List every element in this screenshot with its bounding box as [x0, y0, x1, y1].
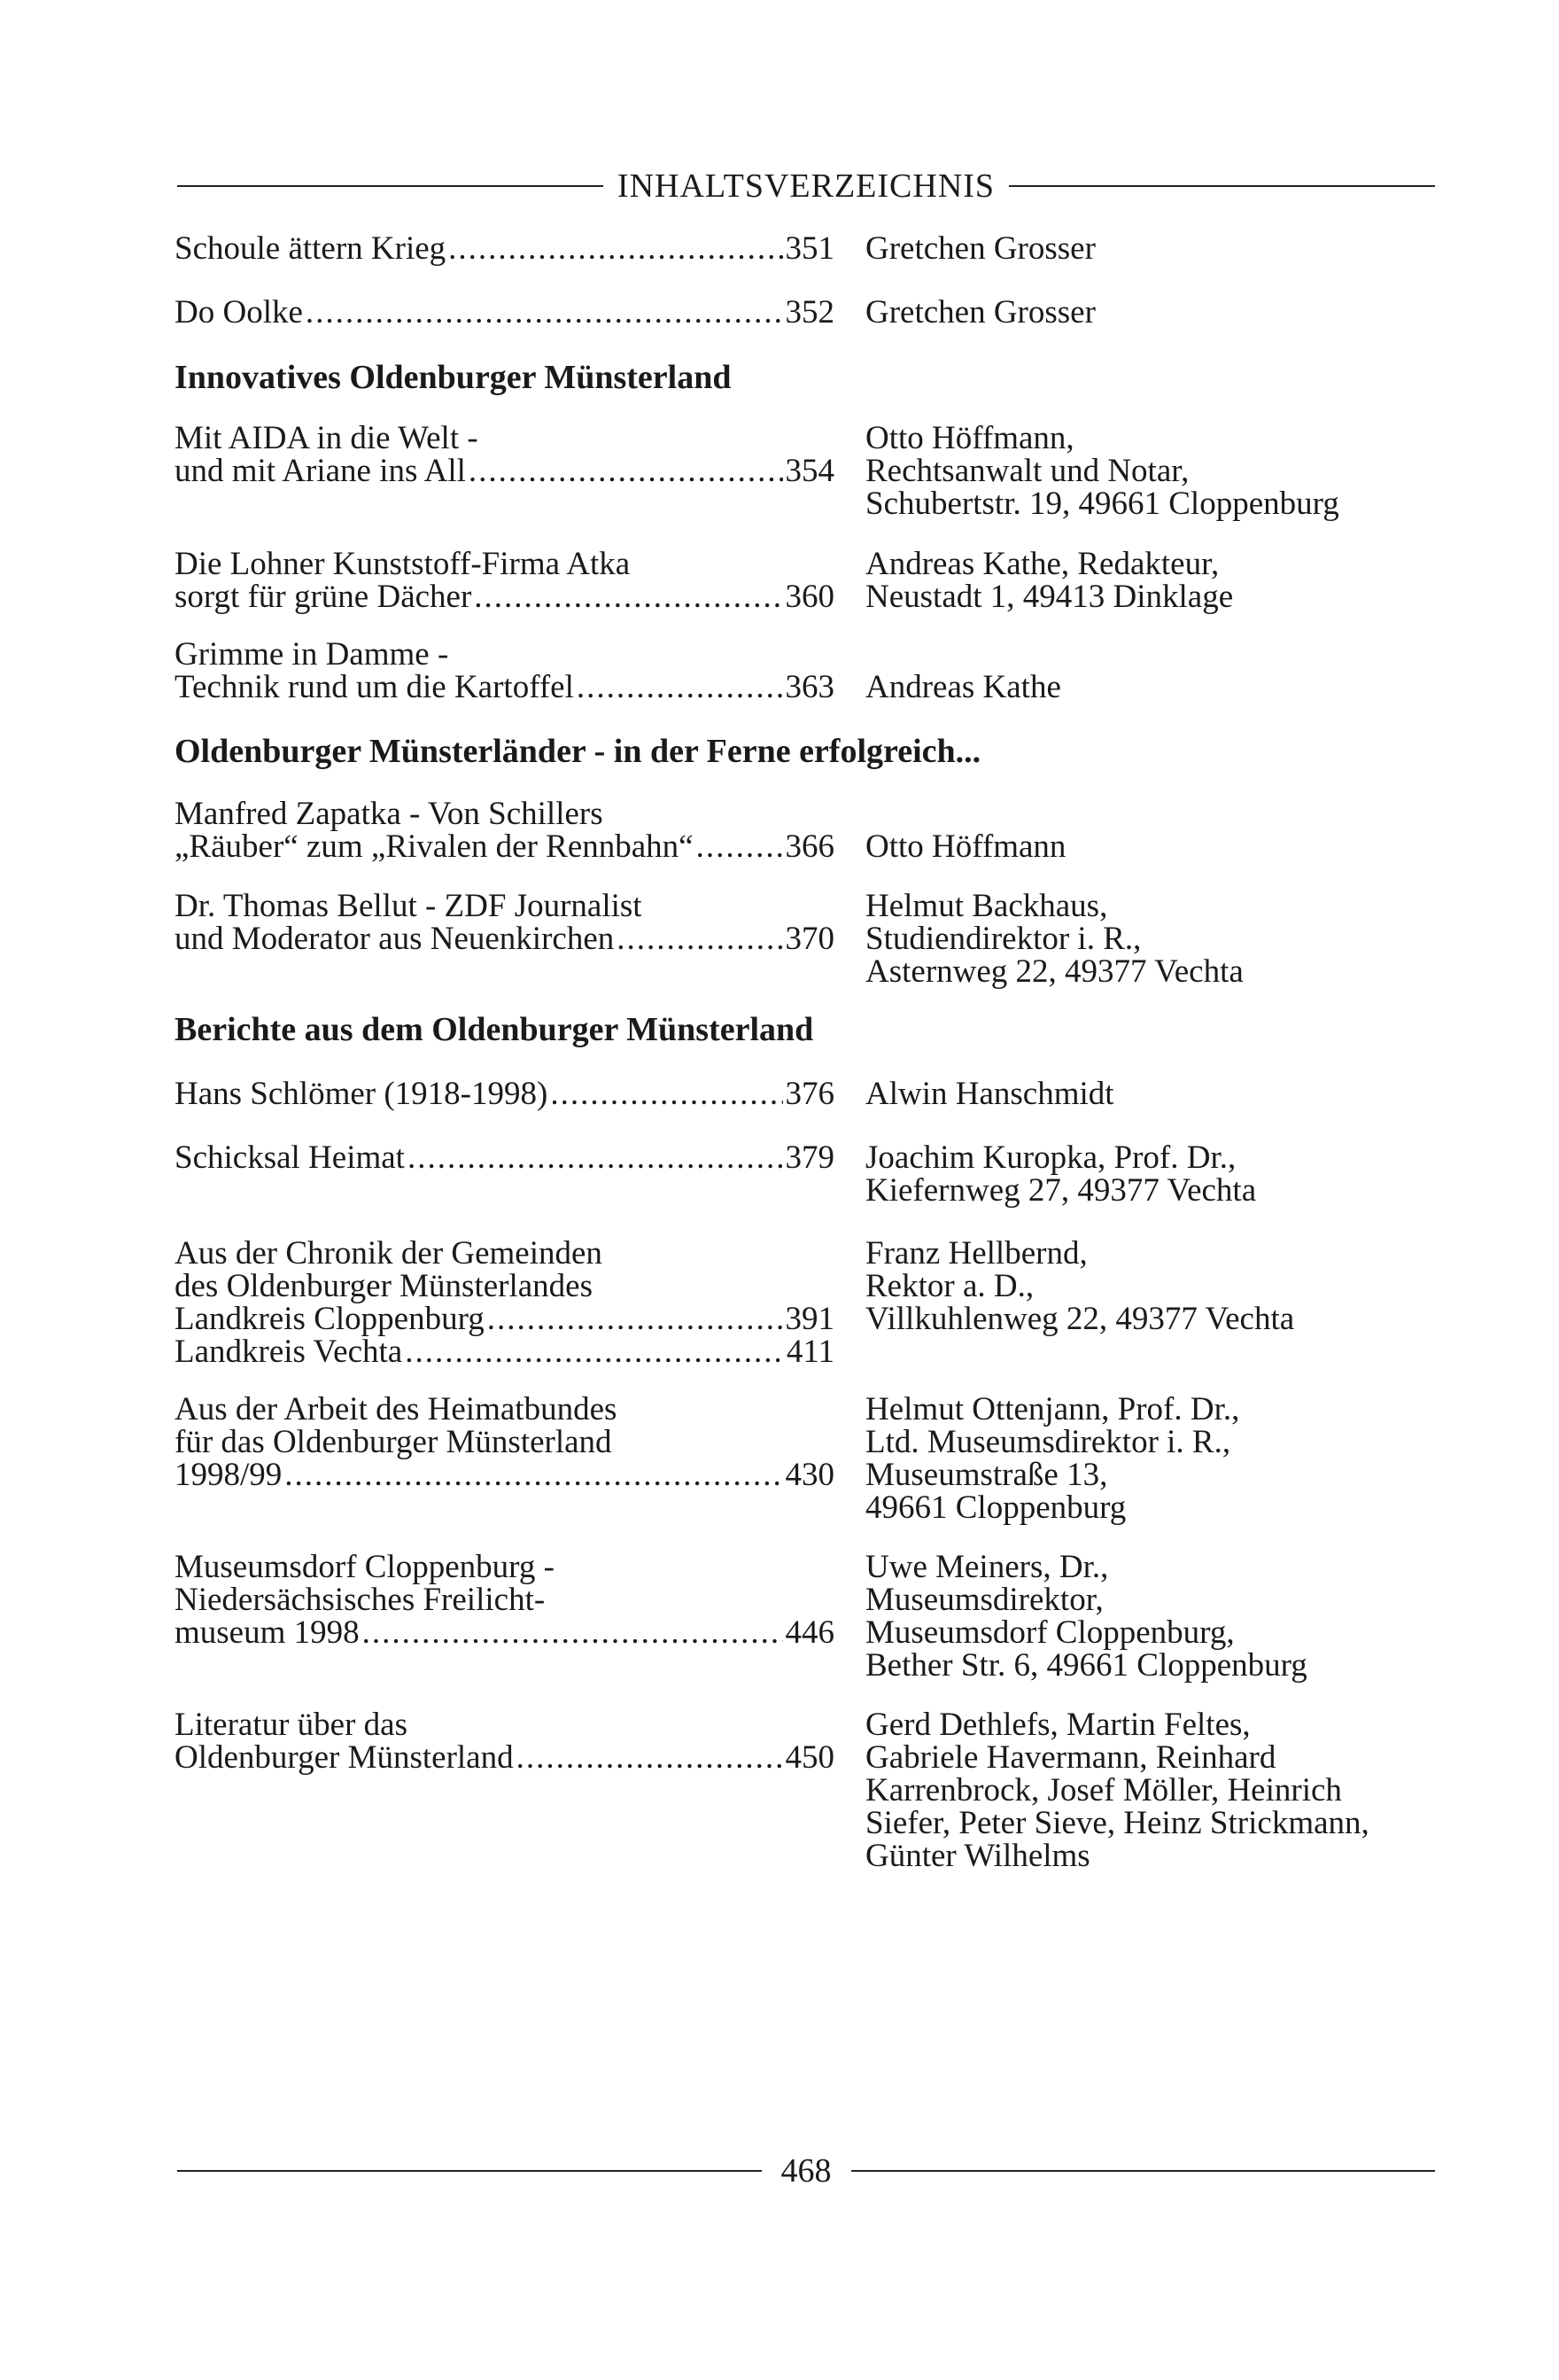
author-line: Rechtsanwalt und Notar, [865, 453, 1190, 489]
entry-title-line: 1998/99 [175, 1457, 283, 1493]
entry-page: 354 [785, 453, 834, 489]
author-line: Karrenbrock, Josef Möller, Heinrich [865, 1772, 1342, 1808]
author-line: Otto Höffmann, [865, 420, 1074, 456]
author-line: Bether Str. 6, 49661 Cloppenburg [865, 1647, 1307, 1684]
author-line: Museumsdorf Cloppenburg, [865, 1614, 1235, 1651]
leader-dots [617, 922, 782, 955]
author-line: Museumstraße 13, [865, 1457, 1108, 1493]
entry-title [175, 548, 834, 613]
leader-dots [487, 1303, 783, 1335]
author-line: Ltd. Museumsdirektor i. R., [865, 1424, 1231, 1460]
entry-page: 360 [785, 579, 834, 615]
author-line: Kiefernweg 27, 49377 Vechta [865, 1172, 1257, 1209]
header-title: INHALTSVERZEICHNIS [617, 167, 996, 205]
author-line: Gabriele Havermann, Reinhard [865, 1739, 1276, 1776]
entry-author [865, 890, 1450, 988]
entry-title-line: Landkreis Vechta [175, 1334, 403, 1370]
section-heading: Berichte aus dem Oldenburger Münsterland [175, 1011, 814, 1048]
entry-page: 411 [786, 1334, 834, 1370]
author-line: Andreas Kathe, Redakteur, [865, 546, 1220, 582]
entry-author [865, 1237, 1450, 1335]
author-line: Villkuhlenweg 22, 49377 Vechta [865, 1301, 1295, 1337]
entry-page: 446 [785, 1614, 834, 1651]
entry-title [175, 232, 834, 265]
author-line: Gretchen Grosser [865, 294, 1096, 331]
entry-title-line: Grimme in Damme - [175, 636, 449, 673]
entry-title-line: Aus der Arbeit des Heimatbundes [175, 1391, 617, 1427]
section-heading: Innovatives Oldenburger Münsterland [175, 359, 732, 396]
entry-title-line: Die Lohner Kunststoff-Firma Atka [175, 546, 631, 582]
author-line: Siefer, Peter Sieve, Heinz Strickmann, [865, 1805, 1369, 1841]
section-heading: Oldenburger Münsterländer - in der Ferne erfolgreich... [175, 733, 981, 770]
leader-dots [516, 1741, 783, 1774]
header-rule-right [1009, 185, 1435, 187]
author-line: 49661 Cloppenburg [865, 1489, 1127, 1526]
entry-title [175, 1237, 834, 1368]
leader-dots [284, 1458, 782, 1491]
entry-title-line: Mit AIDA in die Welt - [175, 420, 478, 456]
entry-title-line: Oldenburger Münsterland [175, 1739, 514, 1776]
entry-title-line: „Räuber“ zum „Rivalen der Rennbahn“ [175, 828, 694, 865]
author-line [865, 797, 1450, 830]
entry-title-line: Manfred Zapatka - Von Schillers [175, 796, 603, 832]
page-number: 468 [780, 2152, 832, 2189]
leader-dots [448, 232, 782, 265]
entry-title [175, 797, 834, 863]
entry-page: 363 [785, 669, 834, 705]
entry-page: 352 [785, 294, 834, 331]
entry-title [175, 1141, 834, 1174]
leader-dots [577, 671, 783, 704]
entry-author [865, 296, 1450, 329]
entry-title-line: Museumsdorf Cloppenburg - [175, 1549, 555, 1585]
page-header [177, 159, 1435, 213]
page-footer [177, 2144, 1435, 2197]
entry-title-line: des Oldenburger Münsterlandes [175, 1268, 593, 1304]
author-line: Rektor a. D., [865, 1268, 1035, 1304]
author-line [865, 638, 1450, 671]
entry-title [175, 1708, 834, 1774]
entry-title-line: Technik rund um die Kartoffel [175, 669, 574, 705]
author-line: Schubertstr. 19, 49661 Cloppenburg [865, 486, 1339, 522]
entry-title-line: und mit Ariane ins All [175, 453, 466, 489]
entry-title [175, 296, 834, 329]
footer-rule-left [177, 2170, 762, 2172]
entry-author [865, 422, 1450, 520]
entry-title-line: Schicksal Heimat [175, 1139, 405, 1176]
entry-title-line: Aus der Chronik der Gemeinden [175, 1235, 602, 1272]
author-line: Neustadt 1, 49413 Dinklage [865, 579, 1234, 615]
entry-title-line: sorgt für grüne Dächer [175, 579, 472, 615]
entry-title-line: Literatur über das [175, 1707, 407, 1743]
leader-dots [474, 580, 782, 613]
leader-dots [362, 1616, 783, 1649]
entry-page: 370 [785, 921, 834, 957]
author-line: Helmut Ottenjann, Prof. Dr., [865, 1391, 1240, 1427]
entry-page: 366 [785, 828, 834, 865]
entry-title-line: und Moderator aus Neuenkirchen [175, 921, 615, 957]
entry-title-line: museum 1998 [175, 1614, 360, 1651]
entry-author [865, 232, 1450, 265]
author-line: Helmut Backhaus, [865, 888, 1108, 924]
author-line: Franz Hellbernd, [865, 1235, 1088, 1272]
leader-dots [405, 1335, 784, 1368]
author-line: Gerd Dethlefs, Martin Feltes, [865, 1707, 1251, 1743]
entry-page: 391 [785, 1301, 834, 1337]
author-line: Gretchen Grosser [865, 230, 1096, 267]
author-line: Alwin Hanschmidt [865, 1076, 1114, 1112]
footer-rule-right [851, 2170, 1436, 2172]
entry-page: 351 [785, 230, 834, 267]
entry-author [865, 1141, 1450, 1207]
leader-dots [550, 1077, 782, 1110]
entry-title-line: Dr. Thomas Bellut - ZDF Journalist [175, 888, 642, 924]
entry-title [175, 1077, 834, 1110]
author-line: Studiendirektor i. R., [865, 921, 1142, 957]
entry-title [175, 422, 834, 487]
entry-title [175, 1551, 834, 1649]
entry-author [865, 1077, 1450, 1110]
entry-title [175, 890, 834, 955]
author-line: Otto Höffmann [865, 828, 1066, 865]
entry-page: 430 [785, 1457, 834, 1493]
entry-title-line: Schoule ättern Krieg [175, 230, 446, 267]
entry-title-line: Hans Schlömer (1918-1998) [175, 1076, 548, 1112]
author-line: Andreas Kathe [865, 669, 1061, 705]
entry-author [865, 1551, 1450, 1682]
author-line: Museumsdirektor, [865, 1582, 1104, 1618]
author-line: Asternweg 22, 49377 Vechta [865, 953, 1244, 990]
entry-title [175, 1393, 834, 1491]
entry-page: 376 [785, 1076, 834, 1112]
leader-dots [306, 296, 783, 329]
author-line: Günter Wilhelms [865, 1838, 1090, 1874]
leader-dots [469, 455, 783, 487]
entry-title-line: für das Oldenburger Münsterland [175, 1424, 612, 1460]
entry-title-line: Landkreis Cloppenburg [175, 1301, 485, 1337]
entry-title-line: Niedersächsisches Freilicht- [175, 1582, 546, 1618]
header-rule-left [177, 185, 603, 187]
entry-author [865, 548, 1450, 613]
entry-page: 379 [785, 1139, 834, 1176]
leader-dots [407, 1141, 783, 1174]
entry-author [865, 638, 1450, 704]
entry-title-line: Do Oolke [175, 294, 303, 331]
entry-title [175, 638, 834, 704]
author-line: Joachim Kuropka, Prof. Dr., [865, 1139, 1237, 1176]
entry-page: 450 [785, 1739, 834, 1776]
leader-dots [696, 830, 783, 863]
entry-author [865, 1708, 1450, 1872]
author-line: Uwe Meiners, Dr., [865, 1549, 1109, 1585]
entry-author [865, 797, 1450, 863]
entry-author [865, 1393, 1450, 1524]
